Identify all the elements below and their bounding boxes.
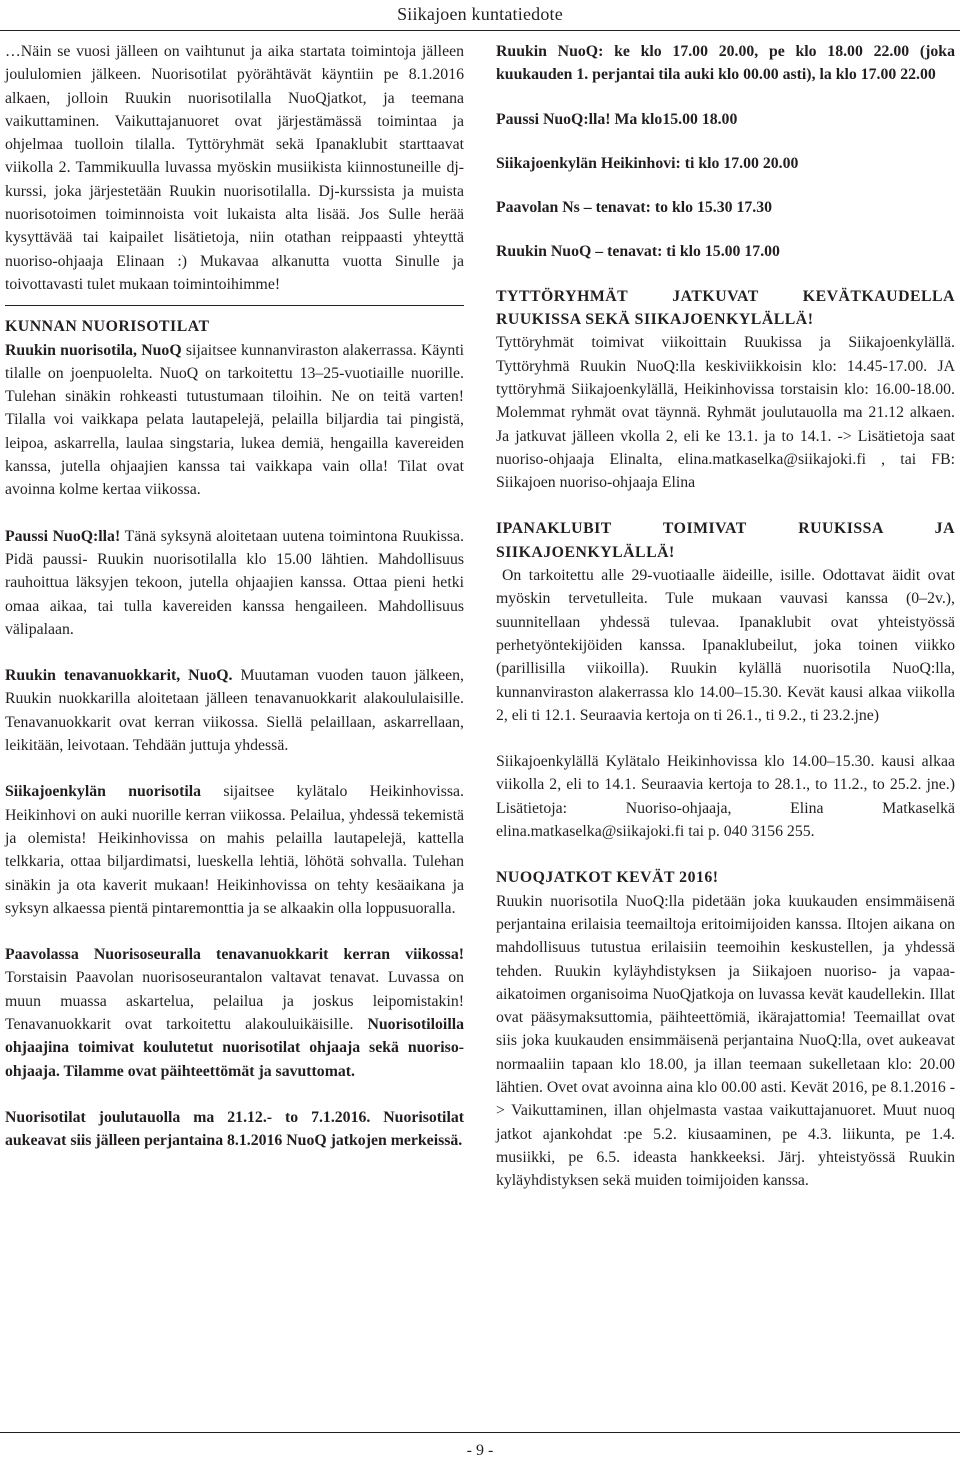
nuoqjatkot-text: Ruukin nuorisotila NuoQ:lla pidetään joka kuukauden ensimmäisenä perjantaina erilaisia teemailtoja eritoimijoiden kanssa. Iltojen aikana on mahdollisuus tutustua erilaisiin teemoihin keskustellen, ja yhdessä tehden. Ruukin kyläyhdistyksen ja Siikajoen nuoriso- ja vapaa-aikatoimen organisoima NuoQjatkoja on luvassa kevät kaudellekin. Illat ovat pääsymaksuttomia, päihteettömiä, ikärajattomia! Teemaillat ovat siis joka kuukauden ensimmäisenä perjantaina NuoQ:lla, ovet aukeavat normaaliin tapaan klo 18.00, ja illan teemaan sukelletaan klo: 20.00 lähtien. Ovet ovat avoinna aina klo 00.00 asti. Kevät 2016, pe 8.1.2016 -> Vaikuttaminen, illan ohjelmasta vastaa vaikuttajanuoret. Muut nuoq jatkot ajankohdat :pe 5.2. kiusaaminen, pe 4.3. liikunta, pe 1.4. musiikki, pe 6.5. ideasta hankkeeksi. Järj. yhteistyössä Ruukin kyläyhdistyksen sekä muiden toimijoiden kanssa.	[496, 892, 955, 1190]
tenavanuokkarit-title: Ruukin tenavanuokkarit, NuoQ.	[5, 667, 233, 685]
schedule-ruukin-tenavat: Ruukin NuoQ – tenavat: ti klo 15.00 17.00	[496, 243, 780, 261]
nuoq-paragraph	[5, 339, 464, 502]
schedule-paavola: Paavolan Ns – tenavat: to klo 15.30 17.30	[496, 199, 773, 217]
paavola-title: Paavolassa Nuorisoseuralla tenavanuokkarit kerran viikossa!	[5, 946, 464, 964]
ipanaklubit-text: On tarkoitettu alle 29-vuotiaalle äideille, isille. Odottavat äidit ovat myöskin tervetulleita. Tule mukaan vauvasi kanssa (0–2v.), suunnitellaan yhdessä tulevaa. Ipanaklubit ovat yhteistyössä perhetyöntekijöiden kanssa. Ipanaklubeilut, joka toinen viikko (parillisilla viikoilla). Ruukin kylällä nuorisotila NuoQ:lla, kunnanviraston alakerrassa klo 14.00–15.30. Kevät kausi alkaa viikolla 2, eli ti 12.1. Seuraavia kertoja on ti 26.1., ti 9.2., ti 23.2.jne)	[496, 567, 955, 724]
nuoq-text: sijaitsee kunnanviraston alakerrassa. Käynti tilalle on joenpuolelta. NuoQ on tarkoitettu 13–25-vuotiaille nuorille. Tulehan sinäkin rohkeasti tutustumaan tiloihin. Ne on teitä varten! Tilalla voi vaikkapa pelata lautapelejä, pelailla biljardia tai pingistä, leipoa, askarrella, laulaa singstaria, lukea demiä, hengailla kavereiden kanssa, jutella ohjaajien kanssa tai vaikkapa vain olla! Tilat ovat avoinna kolme kertaa viikossa.	[5, 341, 464, 499]
paussi-title: Paussi NuoQ:lla!	[5, 527, 121, 545]
tenavanuokkarit-text: Muutaman vuoden tauon jälkeen, Ruukin nuokkarilla aloitetaan jälleen tenavanuokkarit alakoululaisille. Tenavanuokkarit ovat kerran viikossa. Siellä pelaillaan, askarrellaan, leikitään, leivotaan. Tehdään juttuja yhdessä.	[5, 667, 464, 755]
schedule-heikinhovi: Siikajoenkylän Heikinhovi: ti klo 17.00 20.00	[496, 154, 799, 172]
intro-paragraph: …Näin se vuosi jälleen on vaihtunut ja aika startata toimintoja jälleen joululomien jälkeen. Nuorisotilat pyörähtävät käyntiin pe 8.1.2016 alkaen, jolloin Ruukin nuorisotilalla NuoQjatkot, ja teemana vaikuttaminen. Vaikuttajanuoret ovat järjestämässä toimintaa ja ohjelmaa tuolloin tilalla. Tyttöryhmät sekä Ipanaklubit starttaavat viikolla 2. Tammikuulla luvassa myöskin musiikista kiinnostuneille dj-kurssi, joka järjestetään Ruukin nuorisotilalla. Dj-kurssista ja muista nuorisotoimen toiminnoista voit lukaista alta lisää. Jos Sulle herää kysyttävää tai kaipailet lisätietoja, niin otathan reippaasti yhteyttä nuoriso-ohjaaja Elinaan :) Mukavaa alkanutta vuotta Sinulle ja toivottavasti tulet mukaan toimintoihimme!	[5, 43, 464, 293]
left-column	[5, 40, 464, 1152]
nuoq-title: Ruukin nuorisotila, NuoQ	[5, 341, 182, 359]
siikajoenkyla-text: sijaitsee kylätalo Heikinhovissa. Heikinhovi on auki nuorille kerran viikossa. Pelailua, yhdessä tekemistä ja olemista! Heikinhovissa on mahis pelailla lautapelejä, kattella telkkaria, ottaa biljardimatsi, lueskella lehtiä, löhötä sohvalla. Tulehan sinäkin ja ota kaverit mukaan! Heikinhovissa on tehty kesäaikana ja syksyn alkaessa pientä pintaremonttia ja se alkaakin olla loppusuoralla.	[5, 783, 465, 917]
siikajoenkyla-title: Siikajoenkylän nuorisotila	[5, 783, 202, 801]
page-footer	[0, 1432, 960, 1469]
schedule-paussi: Paussi NuoQ:lla! Ma klo15.00 18.00	[496, 110, 738, 128]
page-number: - 9 -	[466, 1442, 494, 1459]
paavola-text: Torstaisin Paavolan nuorisoseurantalon valtavat tenavat. Luvassa on muun muassa askartelua, pelailua ja joskus leipomistakin! Tenavanuokkarit ovat tarkoitettu alakouluikäisille.	[5, 969, 464, 1033]
tyttoryhmat-text: Tyttöryhmät toimivat viikoittain Ruukissa ja Siikajoenkylällä. Tyttöryhmä Ruukin NuoQ:lla keskiviikkoisin klo: 14.45-17.00. JA tyttöryhmä Siikajoenkylällä, Heikinhovissa torstaisin klo: 16.00-18.00. Molemmat ryhmät ovat täynnä. Ryhmät joulutauolla ma 21.12 alkaen. Ja jatkuvat jälleen vkolla 2, eli ke 13.1. ja to 14.1. -> Lisätietoja saat nuoriso-ohjaaja Elinalta, elina.matkaselka@siikajoki.fi , tai FB: Siikajoen nuoriso-ohjaaja Elina	[496, 334, 955, 492]
right-column	[496, 40, 955, 1192]
paussi-paragraph	[5, 525, 464, 641]
section-divider	[5, 305, 464, 306]
paavola-paragraph	[5, 943, 464, 1083]
publication-title: Siikajoen kuntatiedote	[397, 4, 563, 24]
siikajoenkyla-paragraph	[5, 780, 464, 920]
kunnan-nuorisotilat-heading: KUNNAN NUORISOTILAT	[5, 318, 210, 336]
page-header	[0, 0, 960, 31]
joulutauko-notice: Nuorisotilat joulutauolla ma 21.12.- to 7.1.2016. Nuorisotilat aukeavat siis jälleen perjantaina 8.1.2016 NuoQ jatkojen merkeissä.	[5, 1108, 464, 1150]
ipanaklubit-heading: IPANAKLUBIT TOIMIVAT RUUKISSA JA SIIKAJOENKYLÄLLÄ!	[496, 520, 955, 561]
paussi-text: Tänä syksynä aloitetaan uutena toimintona Ruukissa. Pidä paussi- Ruukin nuorisotilalla klo 15.00 lähtien. Mahdollisuus rauhoittua läksyjen tekoon, jutella ohjaajien kanssa. Ottaa pieni hetki omaa aikaa, tai tulla kavereiden kanssa hengaileen. Mahdollisuus välipalaan.	[5, 527, 465, 638]
schedule-ruukin-nuoq: Ruukin NuoQ: ke klo 17.00 20.00, pe klo 18.00 22.00 (joka kuukauden 1. perjantai tila auki klo 00.00 asti), la klo 17.00 22.00	[496, 43, 955, 84]
tyttoryhmat-heading: TYTTÖRYHMÄT JATKUVAT KEVÄTKAUDELLA RUUKISSA SEKÄ SIIKAJOENKYLÄLLÄ!	[496, 287, 955, 329]
nuoqjatkot-heading: NUOQJATKOT KEVÄT 2016!	[496, 869, 719, 887]
ohjaajat-note: Nuorisotiloilla ohjaajina toimivat koulutetut nuorisotilat ohjaaja sekä nuoriso-ohjaaja. Tilamme ovat päihteettömät ja savuttomat.	[5, 1015, 464, 1080]
ipanaklubit-siikajoki-text: Siikajoenkylällä Kylätalo Heikinhovissa klo 14.00–15.30. kausi alkaa viikolla 2, eli to 14.1. Seuraavia kertoja to 28.1., to 11.2., to 25.2. jne.) Lisätietoja: Nuoriso-ohjaaja, Elina Matkaselkä elina.matkaselka@siikajoki.fi tai p. 040 3156 255.	[496, 753, 955, 841]
tenavanuokkarit-paragraph	[5, 664, 464, 757]
